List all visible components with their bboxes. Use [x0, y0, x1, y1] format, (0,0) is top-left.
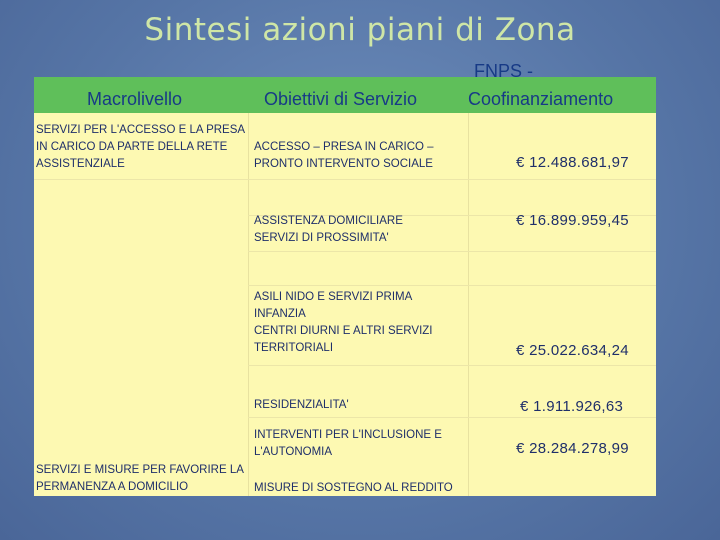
amount-value: € 25.022.634,24: [516, 342, 629, 359]
objective-cell: [254, 427, 442, 461]
column-divider: [248, 113, 249, 496]
row-divider: [248, 251, 656, 252]
header-fnps: FNPS -: [474, 61, 534, 81]
objective-cell: [254, 213, 403, 247]
macro-cell: [36, 462, 244, 496]
objective-line: MISURE DI SOSTEGNO AL REDDITO: [254, 482, 453, 494]
objective-line: INFANZIA: [254, 308, 306, 320]
amount-value: € 28.284.278,99: [516, 440, 629, 457]
header-macrolivello: Macrolivello: [87, 89, 183, 109]
macro-line: PERMANENZA A DOMICILIO: [36, 481, 189, 493]
table-header: [34, 61, 656, 113]
row-divider: [248, 285, 656, 286]
slide-title: Sintesi azioni piani di Zona: [144, 12, 576, 48]
objective-line: L'AUTONOMIA: [254, 446, 333, 458]
row-divider: [248, 417, 656, 418]
amount-value: € 16.899.959,45: [516, 212, 629, 229]
summary-table: [34, 61, 656, 496]
objective-cell: [254, 289, 433, 357]
objective-line: ASSISTENZA DOMICILIARE: [254, 215, 403, 227]
header-coofinanziamento: Coofinanziamento: [468, 89, 614, 109]
row-divider: [34, 179, 656, 180]
row-divider: [248, 365, 656, 366]
objective-line: TERRITORIALI: [254, 342, 334, 354]
objective-line: RESIDENZIALITA': [254, 399, 349, 411]
macro-line: SERVIZI PER L'ACCESSO E LA PRESA: [36, 124, 246, 136]
objective-cell: [254, 139, 434, 173]
macro-line: SERVIZI E MISURE PER FAVORIRE LA: [36, 464, 244, 476]
objective-line: INTERVENTI PER L'INCLUSIONE E: [254, 429, 442, 441]
column-divider: [468, 113, 469, 496]
objective-line: SERVIZI DI PROSSIMITA': [254, 232, 389, 244]
objective-line: CENTRI DIURNI E ALTRI SERVIZI: [254, 325, 433, 337]
macro-line: ASSISTENZIALE: [36, 158, 125, 170]
objective-line: ACCESSO – PRESA IN CARICO –: [254, 141, 434, 153]
objective-line: ASILI NIDO E SERVIZI PRIMA: [254, 291, 413, 303]
header-obiettivi: Obiettivi di Servizio: [264, 89, 418, 109]
macro-line: IN CARICO DA PARTE DELLA RETE: [36, 141, 228, 153]
objective-cell: [254, 480, 453, 497]
objective-line: PRONTO INTERVENTO SOCIALE: [254, 158, 433, 170]
amount-value: € 1.911.926,63: [520, 398, 624, 415]
amount-value: € 12.488.681,97: [516, 154, 629, 171]
macro-cell: [36, 122, 245, 173]
objective-cell: [254, 397, 349, 414]
